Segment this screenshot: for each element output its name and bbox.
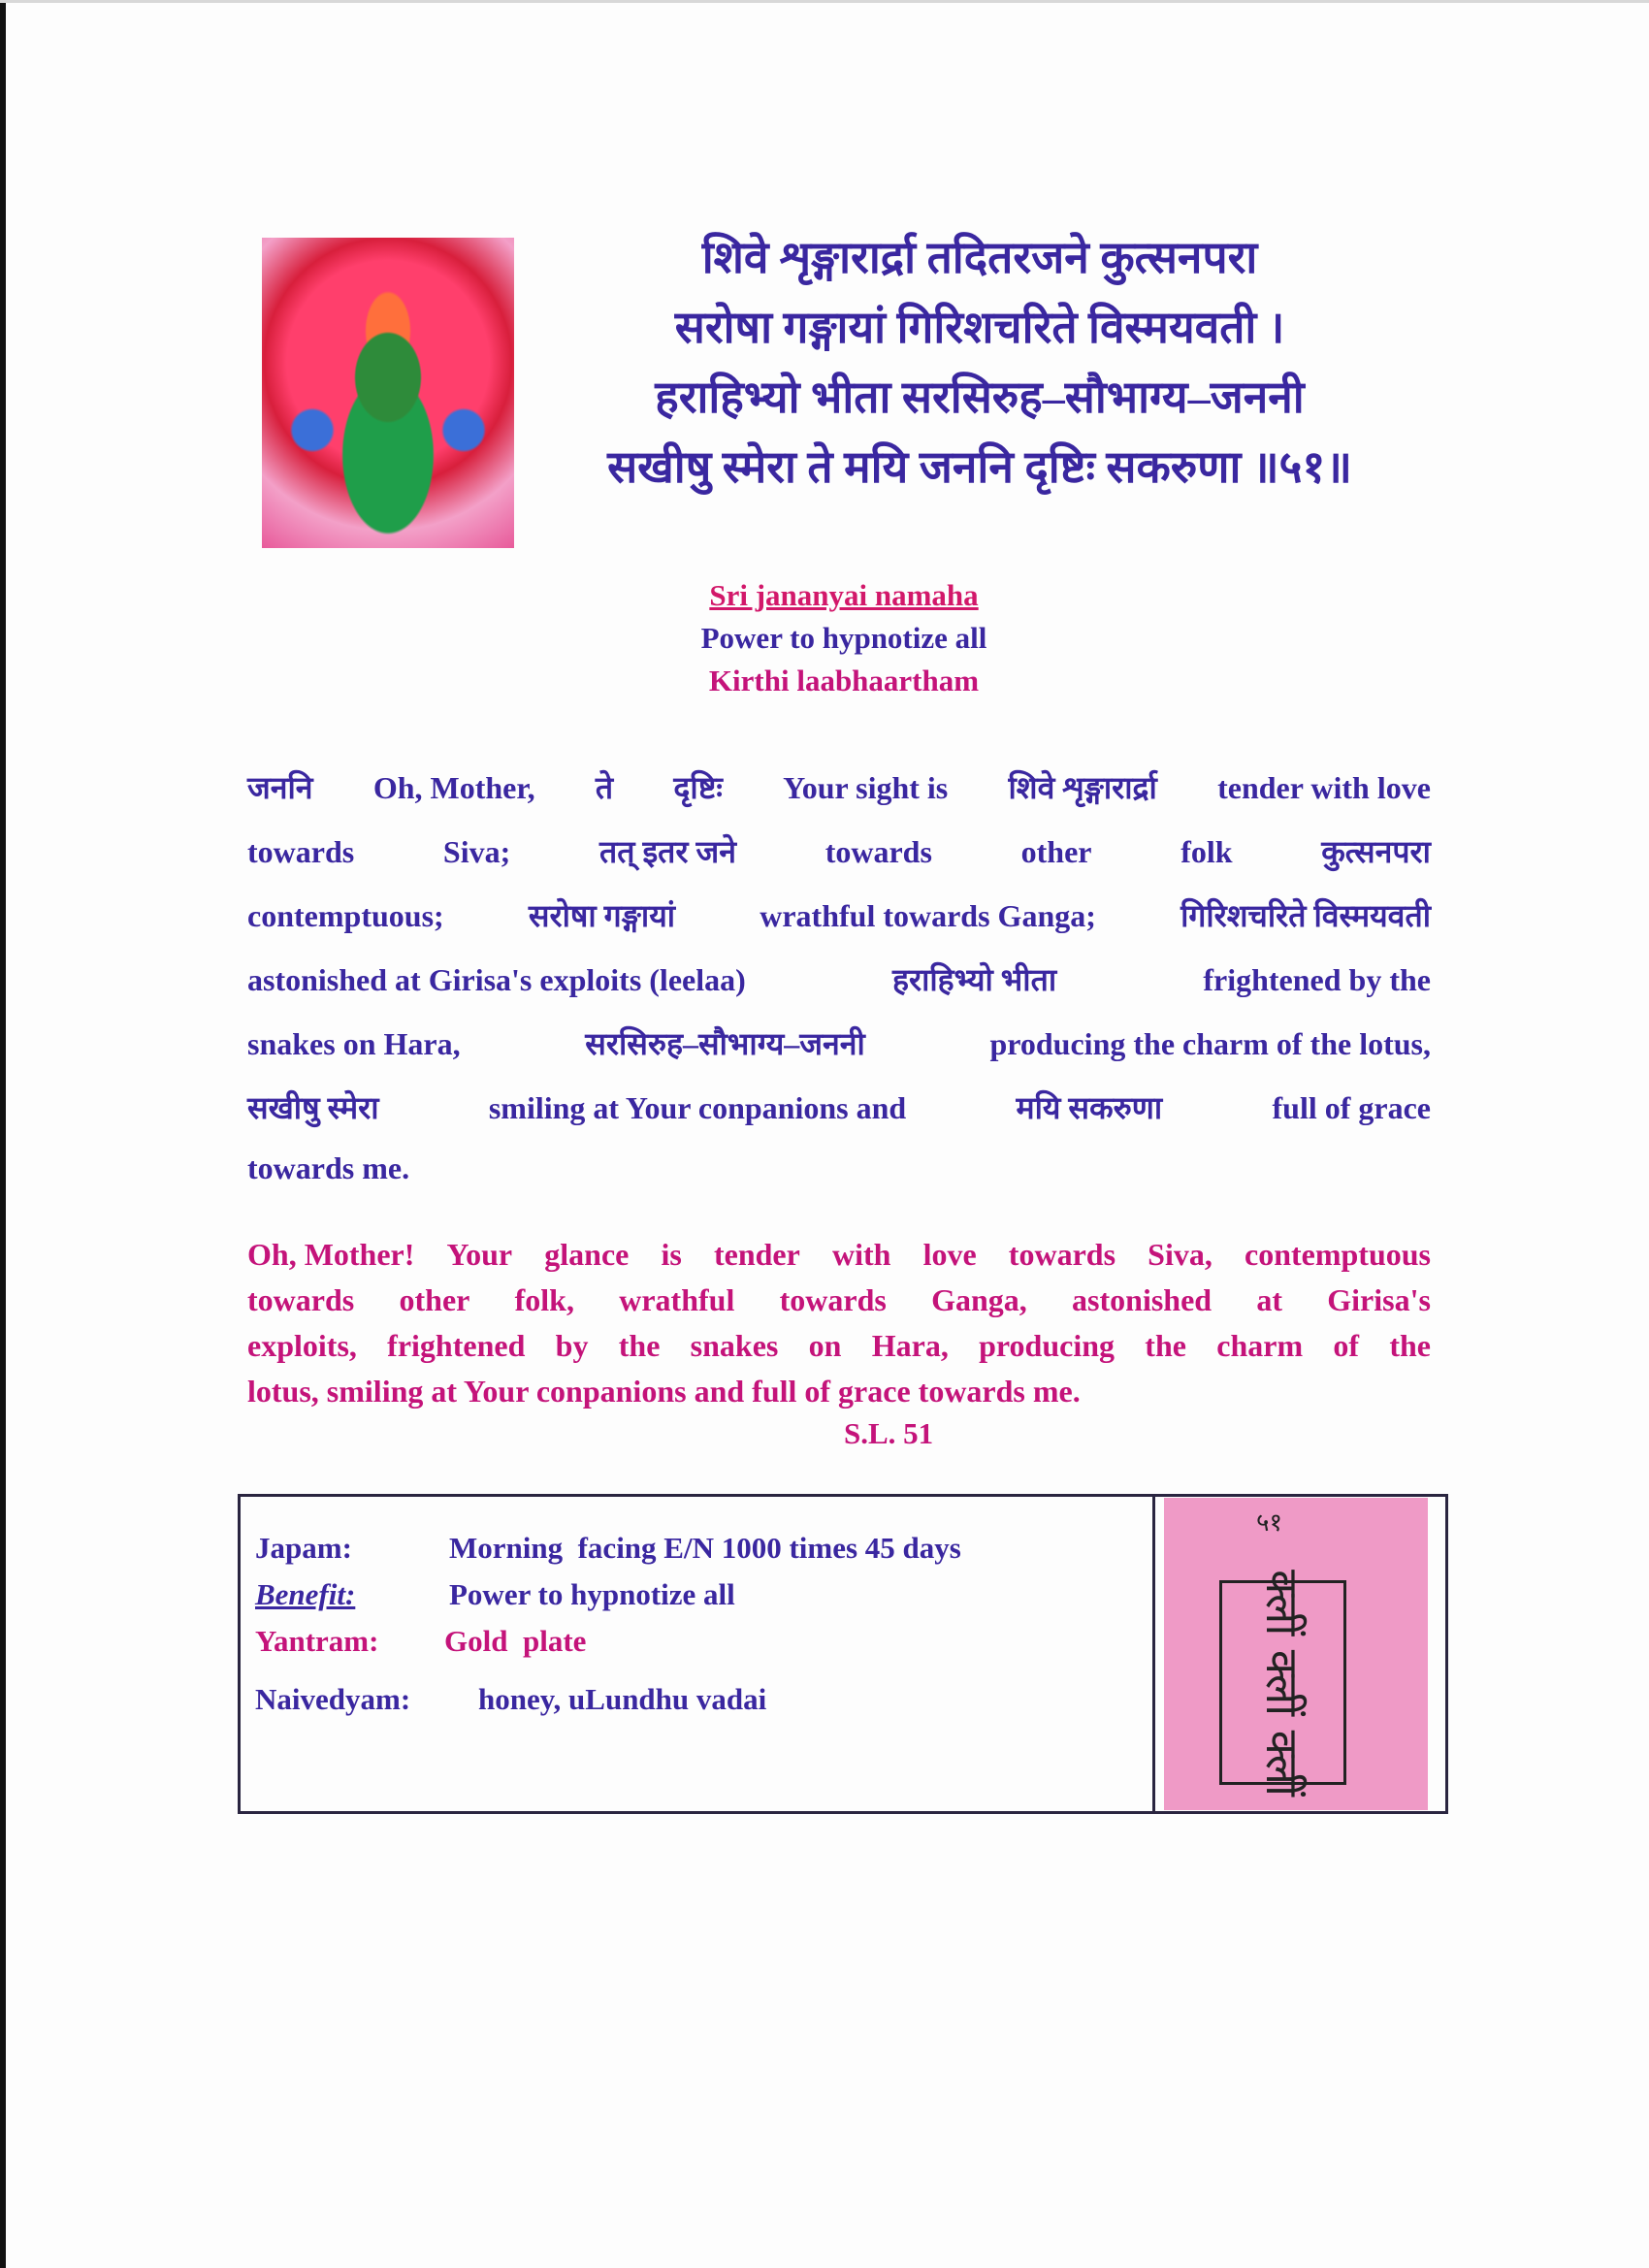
summary-word: astonished <box>1072 1282 1212 1317</box>
gloss-line <box>247 958 1431 1022</box>
verse-titles <box>640 574 1048 702</box>
mantra-name: Sri jananyai namaha <box>709 578 979 612</box>
gloss-word: tender with love <box>1217 770 1431 805</box>
summary-word: Siva, <box>1148 1237 1212 1272</box>
deity-image <box>262 238 514 548</box>
gloss-line <box>247 830 1431 894</box>
naivedyam-label: Naivedyam: <box>255 1682 411 1716</box>
verse-line-1: शिवे शृङ्गारार्द्रा तदितरजने कुत्सनपरा <box>701 233 1258 282</box>
gloss-word: producing the charm of the lotus, <box>989 1026 1431 1061</box>
summary-word: the <box>618 1328 661 1363</box>
gloss-word: Your sight is <box>783 770 949 805</box>
gloss-word: Siva; <box>442 834 511 869</box>
yantra-bija: क्लीं क्लीं क्लीं <box>1255 1569 1309 1797</box>
gloss-word: towards me. <box>247 1150 410 1185</box>
naivedyam-value: honey, uLundhu vadai <box>478 1682 767 1716</box>
reference-label: S.L. 51 <box>844 1416 934 1450</box>
yantra-number: ५१ <box>1256 1508 1283 1538</box>
summary-word: other <box>399 1282 470 1317</box>
gloss-word: सखीषु स्मेरा <box>247 1090 379 1125</box>
gloss-word: frightened by the <box>1203 962 1431 997</box>
summary-word: glance <box>544 1237 630 1272</box>
gloss-word: full of grace <box>1272 1090 1431 1125</box>
yantram-value: Gold plate <box>444 1624 587 1658</box>
summary-word: Ganga, <box>931 1282 1027 1317</box>
verse-line-2: सरोषा गङ्गायां गिरिशचरिते विस्मयवती । <box>674 303 1285 352</box>
gloss-word: जननि <box>247 770 313 805</box>
summary-word: by <box>555 1328 589 1363</box>
gloss-line <box>247 1150 1431 1215</box>
summary-word: Oh, Mother! <box>247 1237 415 1272</box>
japam-label: Japam: <box>255 1531 352 1565</box>
gloss-line <box>247 1086 1431 1150</box>
word-gloss <box>247 766 1431 1215</box>
summary-word: tender <box>713 1237 800 1272</box>
gloss-word: wrathful towards Ganga; <box>760 898 1096 933</box>
summary-word: Hara, <box>871 1328 949 1363</box>
gloss-line <box>247 1022 1431 1086</box>
scan-edge-left <box>0 0 6 2268</box>
summary-line <box>247 1232 1431 1278</box>
benefit-label: Benefit: <box>255 1577 356 1611</box>
gloss-line <box>247 766 1431 830</box>
summary-line <box>247 1278 1431 1323</box>
summary-word: love <box>922 1237 977 1272</box>
verse-line-4: सखीषु स्मेरा ते मयि जननि दृष्टिः सकरुणा ॥५१॥ <box>607 442 1352 492</box>
summary-line-last: lotus, smiling at Your conpanions and full of grace towards me. <box>247 1374 1081 1409</box>
gloss-word: folk <box>1180 834 1233 869</box>
gloss-word: snakes on Hara, <box>247 1026 461 1061</box>
summary-word: at <box>1256 1282 1282 1317</box>
japam-row <box>255 1531 961 1577</box>
yantram-label: Yantram: <box>255 1624 379 1658</box>
summary-word: towards <box>1008 1237 1116 1272</box>
gloss-word: contemptuous; <box>247 898 444 933</box>
summary-word: contemptuous <box>1244 1237 1431 1272</box>
gloss-line <box>247 894 1431 958</box>
summary-word: frightened <box>387 1328 526 1363</box>
gloss-word: astonished at Girisa's exploits (leelaa) <box>247 962 746 997</box>
summary-word: producing <box>979 1328 1116 1363</box>
summary-word: wrathful <box>619 1282 735 1317</box>
yantram-row <box>255 1624 961 1670</box>
japam-value: Morning facing E/N 1000 times 45 days <box>449 1531 961 1565</box>
gloss-word: ते <box>595 770 614 805</box>
summary-word: with <box>831 1237 891 1272</box>
box-divider <box>1152 1497 1155 1811</box>
gloss-word: smiling at Your conpanions and <box>488 1090 907 1125</box>
gloss-word: सरसिरुह–सौभाग्य–जननी <box>585 1026 865 1061</box>
summary-word: folk, <box>514 1282 574 1317</box>
gloss-word: दृष्टिः <box>673 770 723 805</box>
gloss-word: तत् इतर जने <box>598 834 736 869</box>
verse-power: Power to hypnotize all <box>700 621 987 655</box>
benefit-row <box>255 1577 961 1624</box>
english-summary <box>247 1232 1431 1414</box>
summary-word: exploits, <box>247 1328 357 1363</box>
summary-line <box>247 1323 1431 1369</box>
gloss-word: मयि सकरुणा <box>1016 1090 1163 1125</box>
scan-edge-top <box>0 0 1649 3</box>
verse-line-3: हराहिभ्यो भीता सरसिरुह–सौभाग्य–जननी <box>655 373 1305 422</box>
summary-word: charm <box>1216 1328 1304 1363</box>
gloss-word: कुत्सनपरा <box>1321 834 1431 869</box>
gloss-word: towards <box>824 834 932 869</box>
yantra-image <box>1164 1498 1428 1810</box>
summary-word: is <box>661 1237 682 1272</box>
summary-word: towards <box>247 1282 355 1317</box>
naivedyam-row <box>255 1682 961 1729</box>
yantra-frame <box>1219 1569 1346 1797</box>
summary-word: snakes <box>690 1328 779 1363</box>
summary-word: Girisa's <box>1327 1282 1431 1317</box>
summary-word: of <box>1333 1328 1360 1363</box>
gloss-word: Oh, Mother, <box>372 770 535 805</box>
summary-word: Your <box>446 1237 513 1272</box>
summary-word: towards <box>779 1282 887 1317</box>
summary-word: the <box>1389 1328 1431 1363</box>
verse-purpose: Kirthi laabhaartham <box>708 664 980 697</box>
benefit-value: Power to hypnotize all <box>449 1577 735 1611</box>
gloss-word: गिरिशचरिते विस्मयवती <box>1180 898 1431 933</box>
summary-word: the <box>1145 1328 1186 1363</box>
gloss-word: शिवे शृङ्गारार्द्रा <box>1008 770 1157 805</box>
gloss-word: other <box>1020 834 1092 869</box>
gloss-word: हराहिभ्यो भीता <box>891 962 1057 997</box>
info-list <box>255 1531 961 1729</box>
sanskrit-verse <box>543 223 1416 502</box>
gloss-word: towards <box>247 834 355 869</box>
gloss-word: सरोषा गङ्गायां <box>528 898 676 933</box>
summary-word: on <box>808 1328 842 1363</box>
